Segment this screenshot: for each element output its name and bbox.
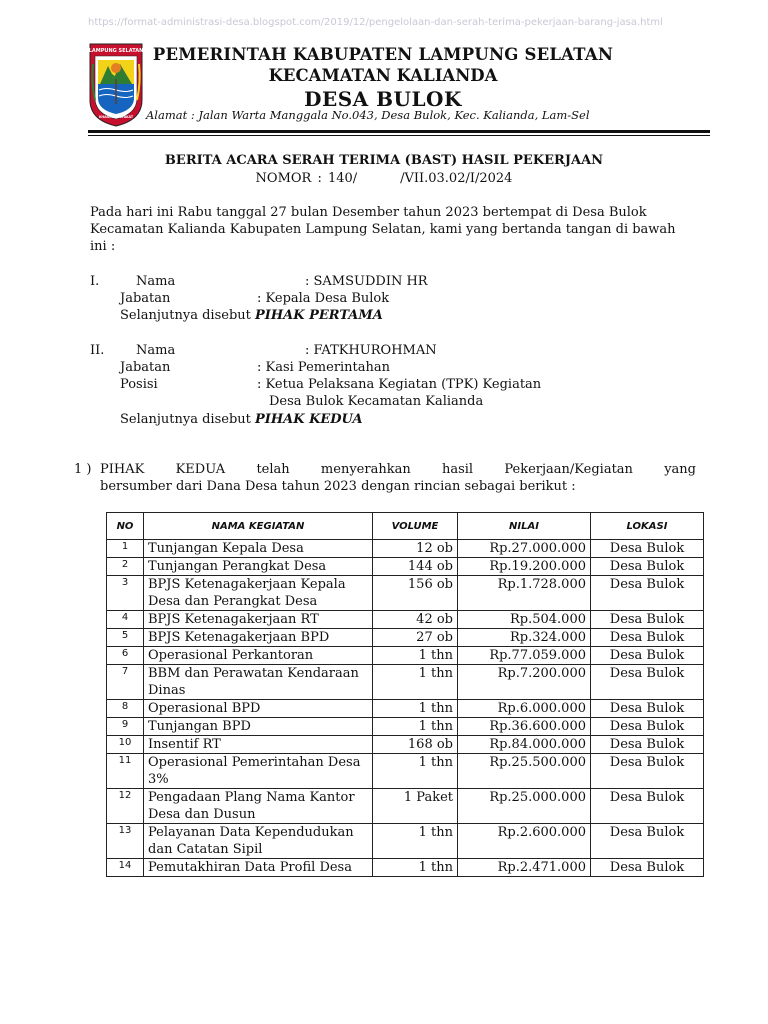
cell-no: 11 — [107, 754, 144, 789]
cell-volume: 1 thn — [373, 718, 458, 736]
letterhead-line-3: DESA BULOK — [304, 87, 462, 111]
letterhead — [150, 44, 616, 112]
party1-jabatan-value: : Kepala Desa Bulok — [257, 291, 390, 306]
cell-volume: 168 ob — [373, 736, 458, 754]
party1-ref-name: PIHAK PERTAMA — [255, 308, 383, 323]
cell-volume: 1 thn — [373, 859, 458, 877]
cell-nilai: Rp.324.000 — [458, 629, 591, 647]
cell-lokasi: Desa Bulok — [591, 665, 704, 700]
point-1-line-1: PIHAK KEDUA telah menyerahkan hasil Pekerjaan/Kegiatan yang — [100, 462, 696, 477]
cell-volume: 12 ob — [373, 540, 458, 558]
party2-ref-name: PIHAK KEDUA — [255, 412, 363, 427]
cell-no: 9 — [107, 718, 144, 736]
col-header-lokasi: LOKASI — [591, 513, 704, 540]
table-row — [107, 558, 704, 576]
table-row — [107, 576, 704, 611]
cell-volume: 156 ob — [373, 576, 458, 611]
table-row — [107, 629, 704, 647]
party2-number: II. — [90, 343, 105, 358]
cell-nilai: Rp.1.728.000 — [458, 576, 591, 611]
cell-volume: 1 thn — [373, 665, 458, 700]
cell-nilai: Rp.2.471.000 — [458, 859, 591, 877]
cell-lokasi: Desa Bulok — [591, 736, 704, 754]
party2-posisi-value-2: Desa Bulok Kecamatan Kalianda — [269, 394, 484, 409]
table-row — [107, 736, 704, 754]
cell-no: 1 — [107, 540, 144, 558]
table-row — [107, 611, 704, 629]
party1-jabatan-label: Jabatan — [120, 291, 171, 306]
cell-volume: 1 thn — [373, 754, 458, 789]
cell-nilai: Rp.2.600.000 — [458, 824, 591, 859]
col-header-nama: NAMA KEGIATAN — [144, 513, 373, 540]
cell-volume: 1 thn — [373, 700, 458, 718]
cell-lokasi: Desa Bulok — [591, 754, 704, 789]
party1-ref-prefix: Selanjutnya disebut — [120, 308, 251, 323]
cell-nama: Tunjangan Perangkat Desa — [144, 558, 373, 576]
cell-nilai: Rp.25.500.000 — [458, 754, 591, 789]
cell-nama: Tunjangan Kepala Desa — [144, 540, 373, 558]
cell-lokasi: Desa Bulok — [591, 611, 704, 629]
document-title — [88, 152, 680, 188]
cell-nilai: Rp.84.000.000 — [458, 736, 591, 754]
cell-no: 14 — [107, 859, 144, 877]
cell-volume: 1 thn — [373, 647, 458, 665]
cell-nama: BPJS Ketenagakerjaan RT — [144, 611, 373, 629]
cell-lokasi: Desa Bulok — [591, 824, 704, 859]
cell-no: 2 — [107, 558, 144, 576]
table-row — [107, 789, 704, 824]
table-row — [107, 824, 704, 859]
col-header-no: NO — [107, 513, 144, 540]
cell-nama: Operasional Pemerintahan Desa 3% — [144, 754, 373, 789]
cell-volume: 1 thn — [373, 824, 458, 859]
table-header-row — [107, 513, 704, 540]
cell-no: 7 — [107, 665, 144, 700]
document-number: NOMOR : 140/ /VII.03.02/I/2024 — [255, 171, 513, 186]
point-1-number: 1 ) — [74, 462, 92, 477]
cell-lokasi: Desa Bulok — [591, 558, 704, 576]
document-title-line: BERITA ACARA SERAH TERIMA (BAST) HASIL PEKERJAAN — [164, 153, 604, 168]
cell-nilai: Rp.7.200.000 — [458, 665, 591, 700]
cell-nilai: Rp.36.600.000 — [458, 718, 591, 736]
cell-nama: Insentif RT — [144, 736, 373, 754]
table-row — [107, 718, 704, 736]
table-row — [107, 665, 704, 700]
activity-table — [106, 512, 704, 877]
opening-paragraph: Pada hari ini Rabu tanggal 27 bulan Desember tahun 2023 bertempat di Desa Bulok Kecamatan Kalianda Kabupaten Lampung Selatan, kami yang bertanda tangan di bawah ini : — [90, 205, 676, 254]
cell-nama: Pelayanan Data Kependudukan dan Catatan Sipil — [144, 824, 373, 859]
cell-nama: BPJS Ketenagakerjaan BPD — [144, 629, 373, 647]
cell-no: 12 — [107, 789, 144, 824]
cell-no: 5 — [107, 629, 144, 647]
cell-nilai: Rp.27.000.000 — [458, 540, 591, 558]
col-header-volume: VOLUME — [373, 513, 458, 540]
lampung-selatan-emblem-icon — [86, 38, 146, 128]
letterhead-line-2: KECAMATAN KALIANDA — [268, 66, 498, 85]
cell-nama: Tunjangan BPD — [144, 718, 373, 736]
cell-nama: BBM dan Perawatan Kendaraan Dinas — [144, 665, 373, 700]
cell-volume: 42 ob — [373, 611, 458, 629]
party1-reference — [120, 307, 383, 324]
cell-volume: 27 ob — [373, 629, 458, 647]
party2-ref-prefix: Selanjutnya disebut — [120, 412, 251, 427]
cell-no: 6 — [107, 647, 144, 665]
cell-nilai: Rp.6.000.000 — [458, 700, 591, 718]
cell-volume: 1 Paket — [373, 789, 458, 824]
party2-jabatan-label: Jabatan — [120, 360, 171, 375]
cell-lokasi: Desa Bulok — [591, 576, 704, 611]
cell-nilai: Rp.25.000.000 — [458, 789, 591, 824]
cell-nilai: Rp.77.059.000 — [458, 647, 591, 665]
source-url-watermark: https://format-administrasi-desa.blogspot.com/2019/12/pengelolaan-dan-serah-terima-pekerjaan-barang-jasa.html — [88, 17, 663, 28]
cell-lokasi: Desa Bulok — [591, 647, 704, 665]
cell-no: 10 — [107, 736, 144, 754]
table-row — [107, 540, 704, 558]
cell-nama: Operasional Perkantoran — [144, 647, 373, 665]
party2-name-value: : FATKHUROHMAN — [305, 343, 437, 358]
cell-nama: Operasional BPD — [144, 700, 373, 718]
party2-posisi-value-1: : Ketua Pelaksana Kegiatan (TPK) Kegiatan — [257, 377, 542, 392]
party2-posisi-label: Posisi — [120, 377, 158, 392]
cell-no: 4 — [107, 611, 144, 629]
col-header-nilai: NILAI — [458, 513, 591, 540]
party2-name-label: Nama — [136, 343, 176, 358]
cell-nama: Pengadaan Plang Nama Kantor Desa dan Dusun — [144, 789, 373, 824]
cell-lokasi: Desa Bulok — [591, 540, 704, 558]
emblem-bottom-text: KHAGOM MUFAKAT — [98, 115, 134, 119]
letterhead-address: Alamat : Jalan Warta Manggala No.043, Desa Bulok, Kec. Kalianda, Lam-Sel — [146, 108, 590, 122]
party1-number: I. — [90, 274, 100, 289]
cell-lokasi: Desa Bulok — [591, 859, 704, 877]
cell-nilai: Rp.504.000 — [458, 611, 591, 629]
letterhead-rule-thin — [88, 135, 710, 136]
cell-no: 8 — [107, 700, 144, 718]
table-row — [107, 754, 704, 789]
cell-nama: BPJS Ketenagakerjaan Kepala Desa dan Perangkat Desa — [144, 576, 373, 611]
party2-jabatan-value: : Kasi Pemerintahan — [257, 360, 391, 375]
letterhead-rule-thick — [88, 130, 710, 133]
table-row — [107, 859, 704, 877]
cell-no: 3 — [107, 576, 144, 611]
cell-lokasi: Desa Bulok — [591, 789, 704, 824]
cell-lokasi: Desa Bulok — [591, 629, 704, 647]
cell-nilai: Rp.19.200.000 — [458, 558, 591, 576]
cell-no: 13 — [107, 824, 144, 859]
letterhead-line-1: PEMERINTAH KABUPATEN LAMPUNG SELATAN — [152, 45, 614, 64]
table-row — [107, 647, 704, 665]
cell-lokasi: Desa Bulok — [591, 718, 704, 736]
party1-name-label: Nama — [136, 274, 176, 289]
emblem-top-text: LAMPUNG SELATAN — [88, 48, 144, 54]
table-row — [107, 700, 704, 718]
cell-nama: Pemutakhiran Data Profil Desa — [144, 859, 373, 877]
table-body — [107, 540, 704, 877]
cell-volume: 144 ob — [373, 558, 458, 576]
cell-lokasi: Desa Bulok — [591, 700, 704, 718]
party2-reference — [120, 411, 363, 428]
party1-name-value: : SAMSUDDIN HR — [305, 274, 428, 289]
point-1-line-2: bersumber dari Dana Desa tahun 2023 dengan rincian sebagai berikut : — [100, 479, 576, 494]
